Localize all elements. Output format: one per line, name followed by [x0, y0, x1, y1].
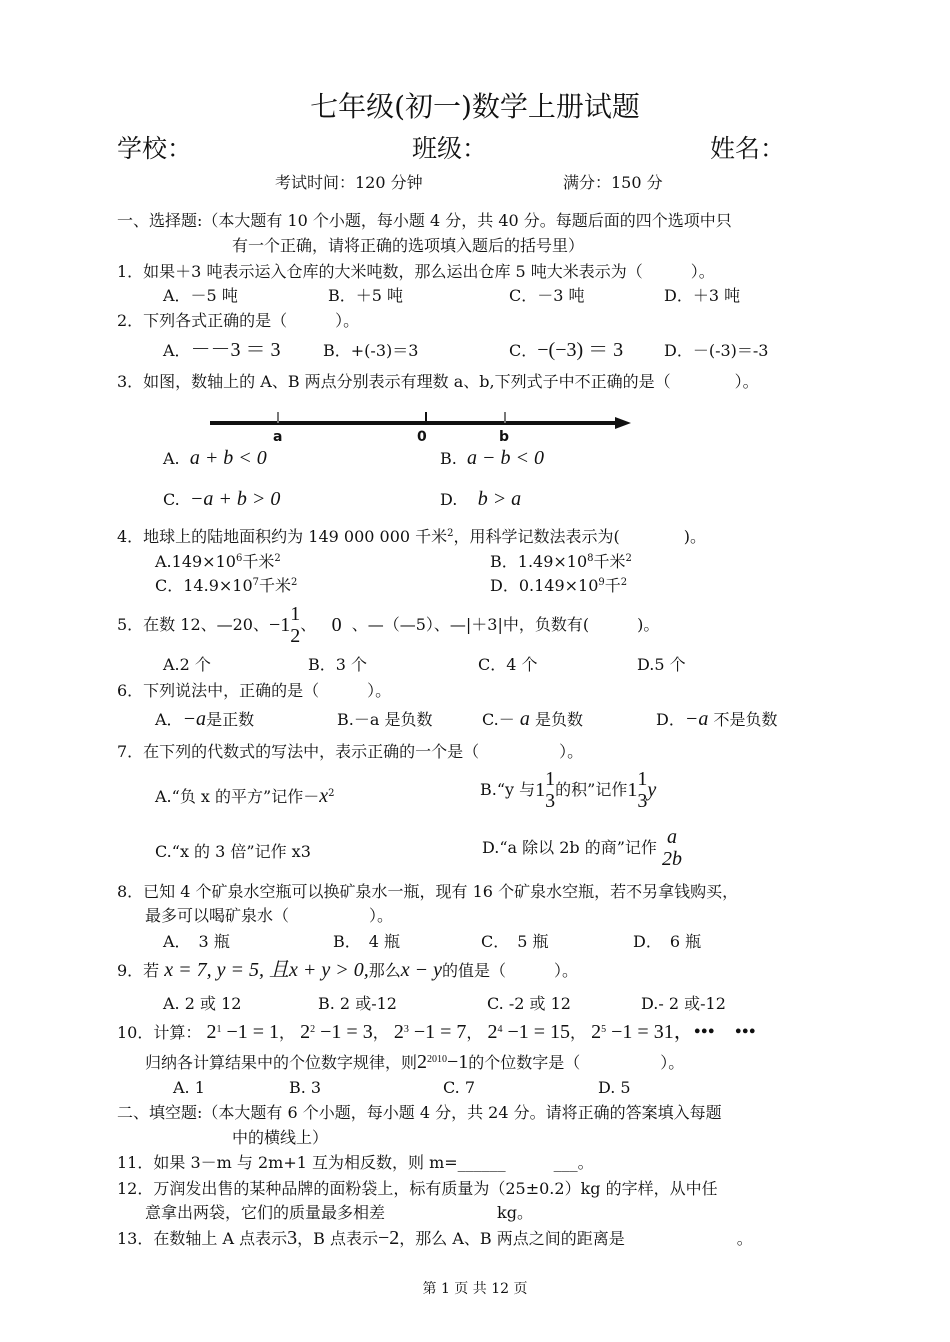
q3-option-a: A. a + b < 0 [163, 447, 267, 469]
school-label: 学校： [117, 134, 193, 163]
q8-stem-cont: 最多可以喝矿泉水（ ）。 [145, 906, 394, 925]
q10-stem: 10．计算： $2^1 -1 = 1$， $2^2 -1 = 3$， $2^3 -1 = 7$， $2^4 -1 = 15$， $2^5 -1 = 31$，••• ••• [117, 1021, 756, 1043]
axis-label-zero: 0 [417, 429, 427, 445]
q9-option-b: B. 2 或-12 [318, 994, 397, 1013]
q3-option-c: C. −a + b > 0 [163, 488, 281, 510]
q9-option-c: C. -2 或 12 [487, 994, 571, 1013]
q2-stem: 2．下列各式正确的是（ ）。 [117, 311, 360, 330]
class-label: 班级： [412, 134, 488, 163]
page-title: 七年级(初一)数学上册试题 [310, 90, 640, 123]
q1-option-c: C．－3 吨 [509, 286, 585, 305]
q10-option-d: D. 5 [598, 1078, 631, 1097]
q10-option-a: A. 1 [173, 1078, 205, 1097]
q2-option-c: C．−(−3) ＝ 3 [509, 339, 624, 361]
q5-stem: 5．在数 12、—20、 −1 1 2 、 0 、—（—5）、—|＋3|中，负数有( )。 [117, 603, 660, 647]
q4-option-c: C．$14.9\times 10^7$千米$^2$ [155, 576, 298, 595]
q9-stem: 9．若 x = 7, y = 5, 且x + y > 0,那么x − y的值是（ ）。 [117, 959, 579, 981]
q8-option-a: A． 3 瓶 [163, 932, 230, 951]
q6-option-d: D．−a 不是负数 [656, 708, 778, 730]
q5-option-a: A.2 个 [163, 655, 211, 674]
q10-option-b: B. 3 [289, 1078, 322, 1097]
q12-line1: 12．万润发出售的某种品牌的面粉袋上，标有质量为（25±0.2）kg 的字样，从中任 [117, 1179, 718, 1198]
q7-option-a: A.“负 x 的平方”记作$-x^2$ [155, 785, 335, 807]
q5-option-c: C．4 个 [478, 655, 538, 674]
section1-heading: 一、选择题:（本大题有 10 个小题，每小题 4 分，共 40 分。每题后面的四个选项中只 [117, 211, 732, 230]
axis-label-b: b [499, 429, 510, 445]
q2-option-b: B．+(-3)＝3 [323, 341, 419, 360]
q9-option-d: D.- 2 或-12 [641, 994, 726, 1013]
full-score: 满分：150 分 [563, 173, 663, 192]
q1-stem: 1．如果＋3 吨表示运入仓库的大米吨数，那么运出仓库 5 吨大米表示为（ ）。 [117, 262, 715, 281]
q2-option-d: D．－(-3)＝-3 [664, 341, 769, 360]
q11-text: 11．如果 3－m 与 2m+1 互为相反数，则 m=______ ___。 [117, 1153, 594, 1172]
q3-stem: 3．如图，数轴上的 A、B 两点分别表示有理数 a、b,下列式子中不正确的是（ ）。 [117, 372, 759, 391]
q4-option-a: $A.149\times 10^6$千米$^2$ [155, 552, 281, 571]
q8-stem: 8．已知 4 个矿泉水空瓶可以换矿泉水一瓶，现有 16 个矿泉水空瓶，若不另拿钱购买， [117, 882, 739, 901]
q5-option-b: B．3 个 [308, 655, 368, 674]
q10-stem-cont: 归纳各计算结果中的个位数字规律，则$2^{2010}-1$的个位数字是（ ）。 [145, 1051, 685, 1073]
section2-heading: 二、填空题:（本大题有 6 个小题，每小题 4 分，共 24 分。请将正确的答案填入每题 [117, 1103, 722, 1122]
q7-option-d: D.“a 除以 2b 的商”记作 a 2b [482, 826, 683, 870]
q7-stem: 7．在下列的代数式的写法中，表示正确的一个是（ ）。 [117, 742, 584, 761]
q1-option-a: A．－5 吨 [163, 286, 238, 305]
q7-option-b: B.“y 与 1 1 3 的积”记作 1 1 3 y [480, 768, 657, 812]
section2-heading-cont: 中的横线上） [232, 1128, 329, 1147]
q8-option-c: C． 5 瓶 [481, 932, 549, 951]
q6-option-a: A．−a是正数 [155, 708, 255, 730]
exam-time: 考试时间：120 分钟 [275, 173, 423, 192]
q12-line2: 意拿出两袋，它们的质量最多相差 kg。 [145, 1203, 533, 1222]
name-label: 姓名： [710, 134, 786, 163]
q2-option-a: A．－－3 ＝ 3 [163, 339, 281, 361]
section1-heading-cont: 有一个正确，请将正确的选项填入题后的括号里） [232, 236, 585, 255]
q6-option-b: B.－a 是负数 [337, 710, 433, 729]
page-footer: 第 1 页 共 12 页 [422, 1281, 528, 1297]
q13-text: 13．在数轴上 A 点表示3，B 点表示−2，那么 A、B 两点之间的距离是 。 [117, 1227, 753, 1249]
q6-stem: 6．下列说法中，正确的是（ ）。 [117, 681, 392, 700]
q7-option-c: C.“x 的 3 倍”记作 x3 [155, 842, 311, 861]
q3-option-d: D. b > a [440, 488, 522, 510]
mixed-number: −1 1 2 [269, 603, 301, 647]
q4-option-b: B．$1.49\times 10^8$千米$^2$ [490, 552, 632, 571]
q10-option-c: C. 7 [443, 1078, 476, 1097]
axis-label-a: a [273, 429, 283, 445]
q9-option-a: A. 2 或 12 [163, 994, 242, 1013]
q1-option-b: B．＋5 吨 [328, 286, 404, 305]
number-line-arrow [615, 417, 631, 429]
q8-option-b: B． 4 瓶 [333, 932, 401, 951]
q3-option-b: B. a − b < 0 [440, 447, 545, 469]
q8-option-d: D． 6 瓶 [633, 932, 702, 951]
q6-option-c: C.－ a 是负数 [482, 708, 583, 730]
q4-option-d: D．$0.149\times 10^9$千$^2$ [490, 576, 628, 595]
q5-option-d: D.5 个 [637, 655, 686, 674]
q1-option-d: D．＋3 吨 [664, 286, 741, 305]
q4-stem: 4．地球上的陆地面积约为 149 000 000 千米$^2$，用科学记数法表示为( )。 [117, 527, 707, 546]
